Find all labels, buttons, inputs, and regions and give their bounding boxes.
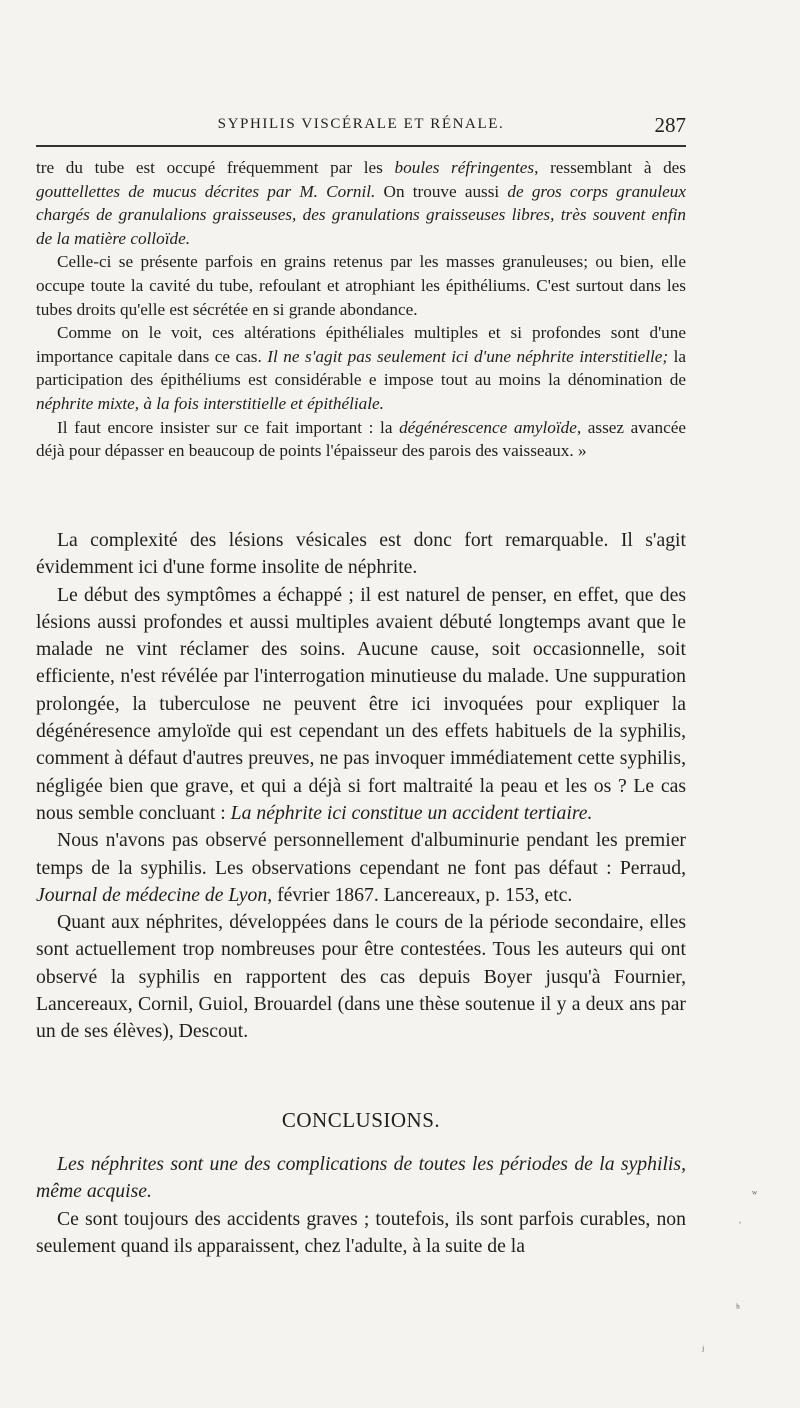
body-paragraph-2: Le début des symptômes a échappé ; il est naturel de penser, en effet, que des lésions aussi profondes et aussi multiples avaient débuté longtemps avant que le malade ne vint réclamer des soins. Aucune cause, soit occasionnelle, soit efficiente, n'est révélée par l'interrogation minutieuse du malade. Une suppuration prolongée, la tuberculose ne peuvent être ici invoquées pour expliquer la dégénéresence amyloïde qui est cependant un des effets habituels de la syphilis, comment à défaut d'autres preuves, ne pas invoquer immédiatement cette syphilis, négligée bien que grave, et qui a déjà si fort maltraité la peau et les os ? Le cas nous semble concluant : La néphrite ici constitue un accident tertiaire. [36, 583, 686, 824]
running-header [36, 113, 686, 139]
conclusions-section [36, 1151, 686, 1260]
margin-ink-speck: ˈ [738, 1219, 742, 1233]
header-rule [36, 145, 686, 147]
main-text [36, 527, 686, 1046]
body-paragraph-3: Nous n'avons pas observé personnellement d'albuminurie pendant les premier temps de la syphilis. Les observations cependant ne font pas défaut : Perraud, Journal de médecine de Lyon, février 1867. Lancereaux, p. 153, etc. [36, 829, 686, 906]
margin-ink-speck: ʷ [752, 1187, 758, 1201]
quoted-paragraph-3: Comme on le voit, ces altérations épithéliales multiples et si profondes sont d'une importance capitale dans ce cas. Il ne s'agit pas seulement ici d'une néphrite interstitielle; la participation des épithéliums est considérable e impose tout au moins la dénomination de néphrite mixte, à la fois interstitielle et épithéliale. [36, 323, 687, 413]
body-paragraph-1: La complexité des lésions vésicales est donc fort remarquable. Il s'agit évidemment ici d'une forme insolite de néphrite. [36, 529, 686, 579]
body-paragraph-4: Quant aux néphrites, développées dans le cours de la période secondaire, elles sont actuellement trop nombreuses pour être contestées. Tous les auteurs qui ont observé la syphilis en rapportent des cas depuis Boyer jusqu'à Fournier, Lancereaux, Cornil, Guiol, Brouardel (dans une thèse soutenue il y a deux ans par un de ses élèves), Descout. [36, 911, 686, 1043]
running-title: SYPHILIS VISCÉRALE ET RÉNALE. [217, 116, 505, 132]
conclusions-heading: CONCLUSIONS. [281, 1108, 441, 1132]
quoted-observation [36, 156, 686, 463]
conclusion-paragraph-1: Les néphrites sont une des complications de toutes les périodes de la syphilis, même acquise. [36, 1153, 686, 1203]
margin-ink-speck: ʰ [736, 1301, 740, 1315]
quoted-paragraph-4: Il faut encore insister sur ce fait important : la dégénérescence amyloïde, assez avancée déjà pour dépasser en beaucoup de points l'épaisseur des parois des vaisseaux. » [36, 417, 686, 461]
page-number: 287 [654, 113, 686, 137]
quoted-paragraph-1: tre du tube est occupé fréquemment par les boules réfringentes, ressemblant à des gouttellettes de mucus décrites par M. Cornil. On trouve aussi de gros corps granuleux chargés de granulalions graisseuses, des granulations graisseuses libres, très souvent enfin de la matière colloïde. [36, 158, 687, 248]
margin-ink-speck: ʲ [702, 1343, 704, 1357]
conclusion-paragraph-2: Ce sont toujours des accidents graves ; toutefois, ils sont parfois curables, non seulement quand ils apparaissent, chez l'adulte, à la suite de la [36, 1207, 686, 1257]
quoted-paragraph-2: Celle-ci se présente parfois en grains retenus par les masses granuleuses; ou bien, elle occupe toute la cavité du tube, refoulant et atrophiant les épithéliums. C'est surtout dans les tubes droits qu'elle est sécrétée en si grande abondance. [36, 252, 686, 319]
